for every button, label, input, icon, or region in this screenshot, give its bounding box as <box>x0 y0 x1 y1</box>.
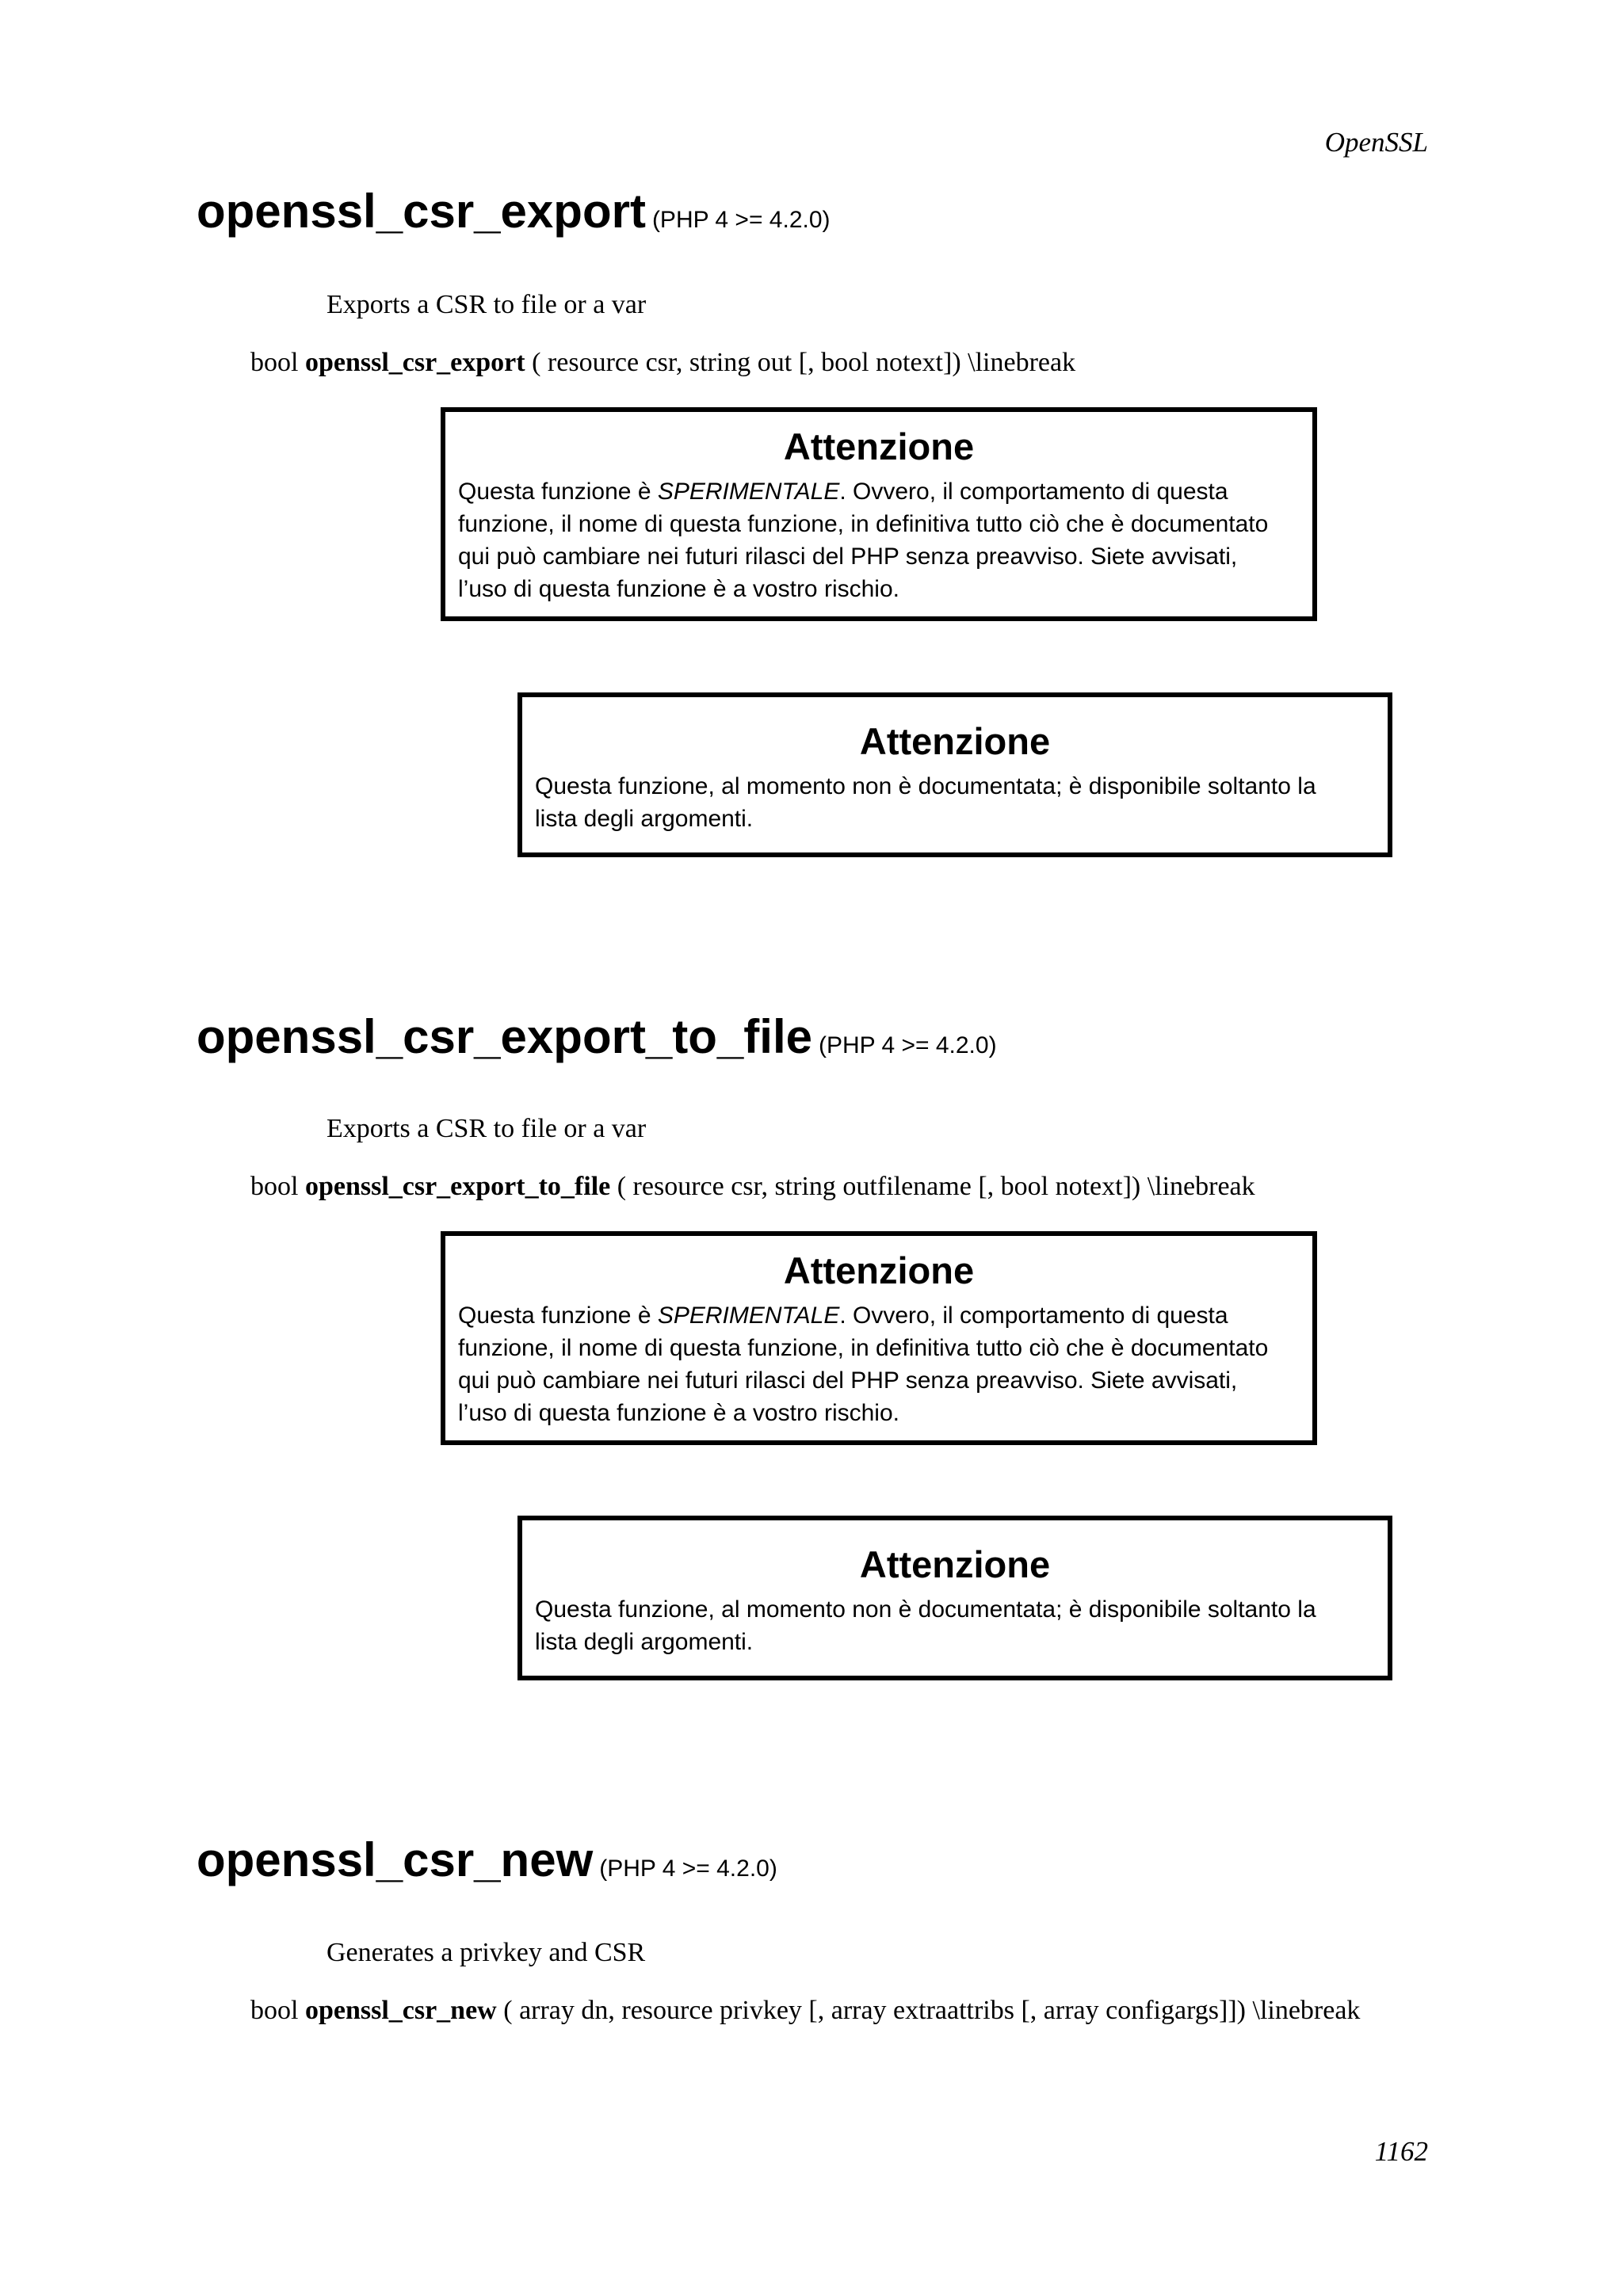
synopsis-params: ( array dn, resource privkey [, array extraattribs [, array configargs]]) \linebreak <box>496 1996 1361 2025</box>
warning-text-line: qui può cambiare nei futuri rilasci del PHP senza preavviso. Siete avvisati, <box>458 543 1238 570</box>
warning-text-line: Questa funzione, al momento non è documentata; è disponibile soltanto la <box>535 1596 1316 1623</box>
warning-text-line: lista degli argomenti. <box>535 806 754 833</box>
function-title <box>197 1833 777 1886</box>
synopsis-params: ( resource csr, string outfilename [, bool notext]) \linebreak <box>610 1172 1255 1201</box>
warning-text <box>535 770 1375 835</box>
warning-text-prefix: Questa funzione è <box>458 1302 658 1329</box>
experimental-warning-box <box>441 1231 1317 1445</box>
warning-text <box>458 475 1300 605</box>
warning-text-line: qui può cambiare nei futuri rilasci del PHP senza preavviso. Siete avvisati, <box>458 1367 1238 1394</box>
warning-emphasis: SPERIMENTALE <box>657 1302 840 1329</box>
warning-title: Attenzione <box>783 425 975 467</box>
function-purpose: Generates a privkey and CSR <box>327 1938 646 1967</box>
function-synopsis <box>250 1996 1360 2026</box>
warning-text-line: l’uso di questa funzione è a vostro rischio. <box>458 1400 899 1427</box>
warning-text-line: funzione, il nome di questa funzione, in definitiva tutto ciò che è documentato <box>458 1335 1269 1362</box>
warning-text-suffix: . Ovvero, il comportamento di questa <box>839 479 1228 505</box>
function-purpose: Exports a CSR to file or a var <box>327 290 647 319</box>
synopsis-function-name: openssl_csr_new <box>304 1996 497 2025</box>
function-title <box>197 185 831 238</box>
warning-text <box>458 1299 1300 1429</box>
function-synopsis <box>250 1172 1255 1202</box>
function-version: (PHP 4 >= 4.2.0) <box>818 1032 997 1058</box>
running-header: OpenSSL <box>1324 127 1428 158</box>
warning-text-line: funzione, il nome di questa funzione, in definitiva tutto ciò che è documentato <box>458 511 1269 538</box>
warning-text-prefix: Questa funzione è <box>458 479 658 505</box>
warning-text-suffix: . Ovvero, il comportamento di questa <box>839 1302 1228 1329</box>
warning-emphasis: SPERIMENTALE <box>657 479 840 505</box>
function-version: (PHP 4 >= 4.2.0) <box>651 207 831 233</box>
undocumented-warning-box <box>517 1516 1392 1680</box>
page-number: 1162 <box>1374 2136 1428 2167</box>
warning-title: Attenzione <box>859 720 1051 762</box>
function-name: openssl_csr_export_to_file <box>197 1010 812 1063</box>
function-name: openssl_csr_export <box>197 185 646 238</box>
undocumented-warning-box <box>517 692 1392 857</box>
warning-text-line: l’uso di questa funzione è a vostro rischio. <box>458 576 899 603</box>
function-purpose: Exports a CSR to file or a var <box>327 1114 647 1143</box>
experimental-warning-box <box>441 407 1317 621</box>
synopsis-function-name: openssl_csr_export <box>304 348 525 377</box>
warning-text-line: Questa funzione, al momento non è documentata; è disponibile soltanto la <box>535 773 1316 800</box>
warning-text-line: lista degli argomenti. <box>535 1629 754 1656</box>
function-title <box>197 1010 997 1063</box>
return-type: bool <box>250 1172 299 1201</box>
return-type: bool <box>250 1996 299 2025</box>
warning-title: Attenzione <box>783 1249 975 1291</box>
return-type: bool <box>250 348 299 377</box>
function-synopsis <box>250 348 1075 378</box>
function-name: openssl_csr_new <box>197 1833 594 1886</box>
warning-text <box>535 1593 1375 1658</box>
function-version: (PHP 4 >= 4.2.0) <box>599 1855 777 1882</box>
synopsis-function-name: openssl_csr_export_to_file <box>304 1172 611 1201</box>
warning-title: Attenzione <box>859 1543 1051 1585</box>
synopsis-params: ( resource csr, string out [, bool notext]) \linebreak <box>525 348 1076 377</box>
